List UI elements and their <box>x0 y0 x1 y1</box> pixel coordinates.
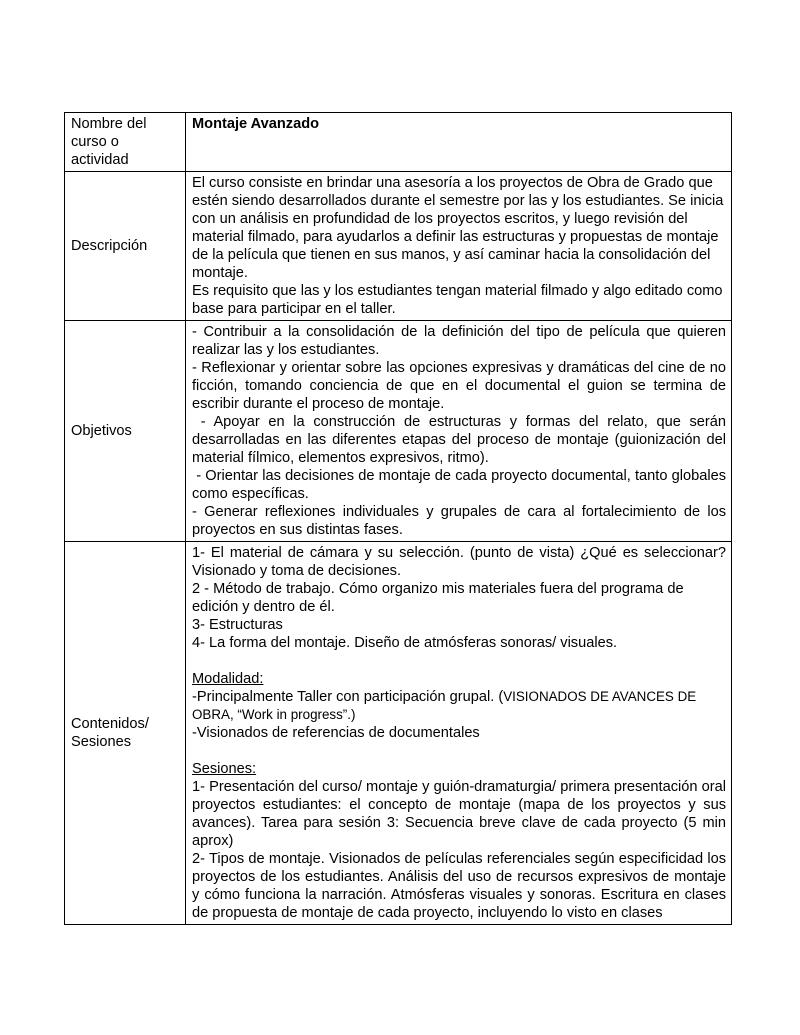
nombre-label: Nombre del curso o actividad <box>71 116 147 168</box>
modalidad-line: -Visionados de referencias de documentales <box>192 725 480 741</box>
objetivo-item: - Contribuir a la consolidación de la definición del tipo de película que quieren realizar las y los estudiantes. <box>192 324 731 358</box>
contenidos-label: Contenidos/ Sesiones <box>71 716 149 750</box>
label-cell <box>65 113 186 172</box>
table-row-descripcion <box>65 172 732 321</box>
modalidad-line <box>192 688 726 724</box>
contenido-item: 2 - Método de trabajo. Cómo organizo mis materiales fuera del programa de edición y dentro de él. <box>192 581 684 615</box>
modalidad-heading: Modalidad: <box>192 671 264 687</box>
objetivo-item: - Reflexionar y orientar sobre las opciones expresivas y dramáticas del cine de no ficción, tomando conciencia de que en el documental el guion se termina de escribir durante el proceso de montaje. <box>192 360 731 412</box>
value-cell <box>186 172 732 321</box>
contenido-item: 4- La forma del montaje. Diseño de atmósferas sonoras/ visuales. <box>192 635 618 651</box>
objetivo-item: - Generar reflexiones individuales y grupales de cara al fortalecimiento de los proyectos en sus distintas fases. <box>192 504 731 538</box>
course-table <box>64 112 732 925</box>
objetivo-item: - Orientar las decisiones de montaje de cada proyecto documental, tanto globales como específicas. <box>192 468 731 502</box>
modalidad-line-prefix: -Principalmente Taller con participación grupal. ( <box>192 689 504 705</box>
spacer <box>192 652 726 670</box>
objetivo-item: - Apoyar en la construcción de estructuras y formas del relato, que serán desarrolladas en las diferentes etapas del proceso de montaje (guionización del material fílmico, elementos expresivos, ritmo). <box>192 414 731 466</box>
sesion-item: 1- Presentación del curso/ montaje y guión-dramaturgia/ primera presentación oral proyectos estudiantes: el concepto de montaje (mapa de los proyectos y sus avances). Tarea para sesión 3: Secuencia breve clave de cada proyecto (5 min aprox) <box>192 779 726 849</box>
table-row-contenidos <box>65 542 732 925</box>
sesion-item: 2- Tipos de montaje. Visionados de películas referenciales según especificidad los proyectos de los estudiantes. Análisis del uso de recursos expresivos de montaje y cómo funciona la narración. Atmósferas visuales y sonoras. Escritura en clases de propuesta de montaje de cada proyecto, incluyendo lo visto en clases <box>192 851 726 921</box>
descripcion-label: Descripción <box>71 238 148 254</box>
descripcion-paragraph: El curso consiste en brindar una asesoría a los proyectos de Obra de Grado que estén siendo desarrollados durante el semestre por las y los estudiantes. Se inicia con un análisis en profundidad de los proyectos escritos, y luego revisión del material filmado, para ayudarlos a definir las estructuras y propuestas de montaje de la película que tienen en sus manos, y así caminar hacia la consolidación del montaje. <box>192 175 724 281</box>
table-row-objetivos <box>65 321 732 542</box>
descripcion-paragraph: Es requisito que las y los estudiantes tengan material filmado y algo editado como base para participar en el taller. <box>192 283 723 317</box>
value-cell <box>186 542 732 925</box>
sesiones-heading: Sesiones: <box>192 761 257 777</box>
value-cell <box>186 321 732 542</box>
label-cell <box>65 542 186 925</box>
modalidad-line-small: VISIONADOS DE AVANCES DE OBRA, “Work in progress”.) <box>192 689 697 722</box>
objetivos-label: Objetivos <box>71 423 132 439</box>
spacer <box>192 742 726 760</box>
course-title: Montaje Avanzado <box>192 116 320 132</box>
table-row-nombre <box>65 113 732 172</box>
label-cell <box>65 321 186 542</box>
contenido-item: 3- Estructuras <box>192 617 283 633</box>
label-cell <box>65 172 186 321</box>
contenido-item: 1- El material de cámara y su selección. (punto de vista) ¿Qué es seleccionar? Visionado y toma de decisiones. <box>192 545 726 579</box>
value-cell <box>186 113 732 172</box>
